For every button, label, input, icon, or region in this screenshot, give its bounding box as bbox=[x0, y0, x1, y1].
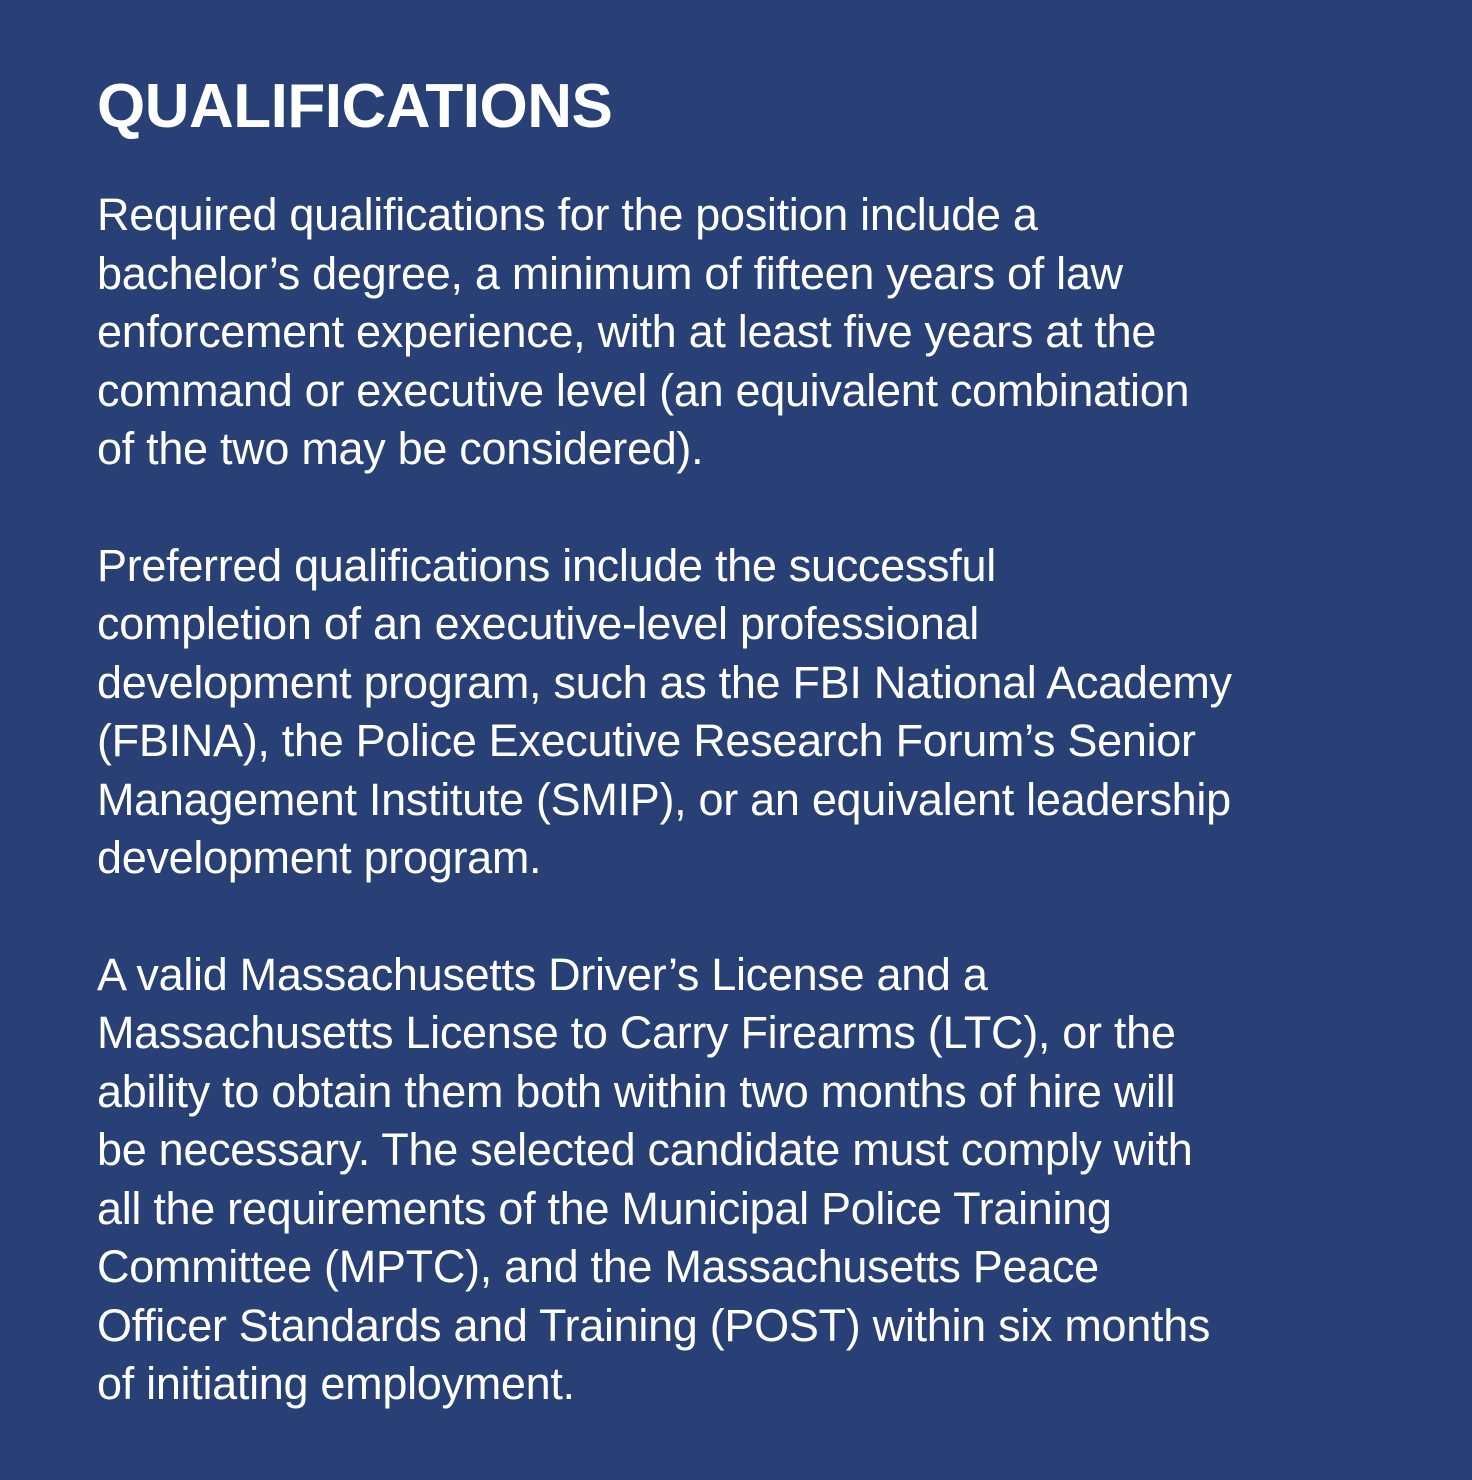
paragraph-line: Required qualifications for the position include a bbox=[97, 189, 1038, 240]
paragraph-line: (FBINA), the Police Executive Research Forum’s Senior bbox=[97, 715, 1196, 766]
paragraph-line: all the requirements of the Municipal Police Training bbox=[97, 1182, 1112, 1234]
section-title: QUALIFICATIONS bbox=[97, 72, 613, 141]
paragraph-line: enforcement experience, with at least five years at the bbox=[97, 306, 1157, 357]
license-requirements-paragraph bbox=[97, 946, 1376, 1414]
paragraph-line: development program, such as the FBI National Academy bbox=[97, 656, 1232, 708]
paragraph-line: bachelor’s degree, a minimum of fifteen years of law bbox=[97, 247, 1123, 299]
paragraph-line: Management Institute (SMIP), or an equivalent leadership bbox=[97, 773, 1231, 825]
paragraph-line: Officer Standards and Training (POST) within six months bbox=[97, 1299, 1211, 1351]
required-qualifications-paragraph bbox=[97, 186, 1376, 479]
paragraph-line: completion of an executive-level professional bbox=[97, 598, 979, 649]
paragraph-line: be necessary. The selected candidate must comply with bbox=[97, 1124, 1193, 1175]
paragraph-line: A valid Massachusetts Driver’s License and a bbox=[97, 948, 988, 1000]
paragraph-line: Committee (MPTC), and the Massachusetts Peace bbox=[97, 1241, 1099, 1292]
paragraph-line: Preferred qualifications include the successful bbox=[97, 539, 996, 591]
paragraph-line: ability to obtain them both within two months of hire will bbox=[97, 1065, 1176, 1117]
paragraph-line: of the two may be considered). bbox=[97, 423, 704, 474]
paragraph-line: Massachusetts License to Carry Firearms (LTC), or the bbox=[97, 1007, 1176, 1058]
paragraph-line: command or executive level (an equivalent combination bbox=[97, 364, 1190, 416]
preferred-qualifications-paragraph bbox=[97, 537, 1376, 888]
paragraph-line: development program. bbox=[97, 832, 542, 883]
paragraph-line: of initiating employment. bbox=[97, 1358, 575, 1409]
